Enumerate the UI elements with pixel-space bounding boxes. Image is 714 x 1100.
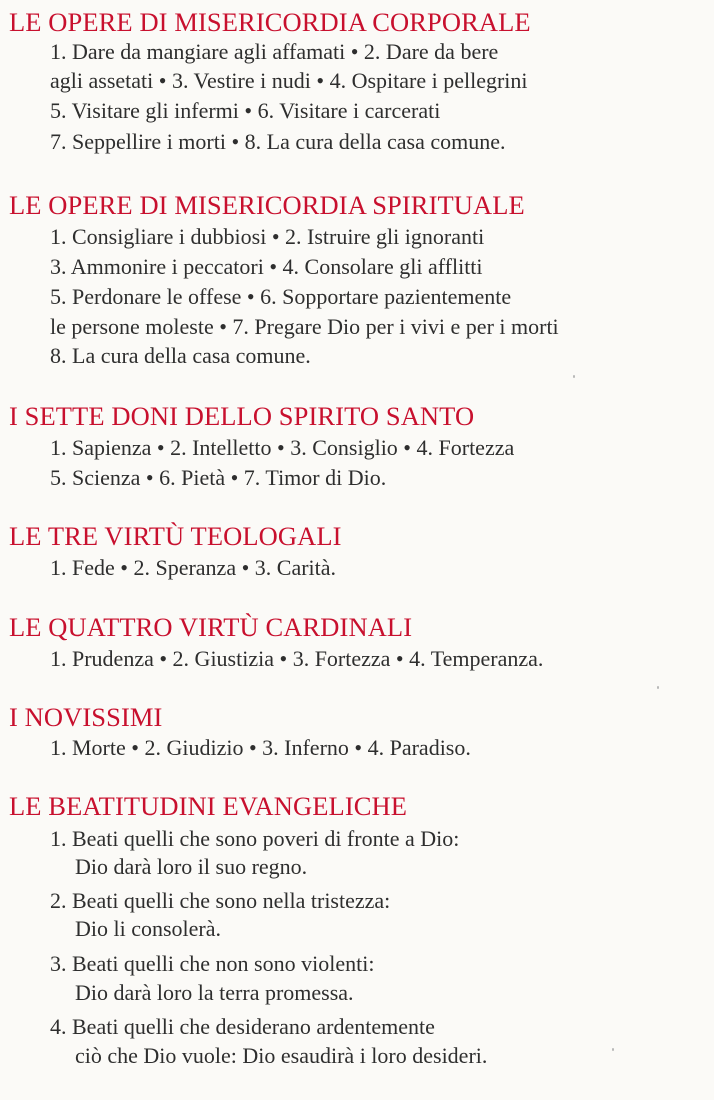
list-line: 1. Morte • 2. Giudizio • 3. Inferno • 4. Paradiso. xyxy=(50,735,471,760)
scan-speck xyxy=(657,686,659,689)
list-line: 4. Beati quelli che desiderano ardentemente xyxy=(50,1014,435,1039)
scan-speck xyxy=(612,1048,614,1051)
list-line: ciò che Dio vuole: Dio esaudirà i loro desideri. xyxy=(75,1043,488,1068)
list-line: 3. Ammonire i peccatori • 4. Consolare gli afflitti xyxy=(50,254,483,279)
list-line: le persone moleste • 7. Pregare Dio per i vivi e per i morti xyxy=(50,314,559,339)
list-line: 1. Dare da mangiare agli affamati • 2. Dare da bere xyxy=(50,39,499,64)
list-line: Dio darà loro la terra promessa. xyxy=(75,980,354,1005)
section-heading: I NOVISSIMI xyxy=(9,702,163,732)
list-line: 1. Fede • 2. Speranza • 3. Carità. xyxy=(50,555,337,580)
list-line: Dio darà loro il suo regno. xyxy=(75,854,308,879)
list-line: 2. Beati quelli che sono nella tristezza: xyxy=(50,888,391,913)
list-line: 5. Visitare gli infermi • 6. Visitare i carcerati xyxy=(50,98,441,123)
section-heading: LE OPERE DI MISERICORDIA CORPORALE xyxy=(9,7,531,37)
list-line: 3. Beati quelli che non sono violenti: xyxy=(50,951,375,976)
scan-speck xyxy=(573,375,575,378)
list-line: agli assetati • 3. Vestire i nudi • 4. Ospitare i pellegrini xyxy=(50,68,528,93)
list-line: Dio li consolerà. xyxy=(75,916,222,941)
list-line: 1. Prudenza • 2. Giustizia • 3. Fortezza • 4. Temperanza. xyxy=(50,646,544,671)
list-line: 1. Beati quelli che sono poveri di fronte a Dio: xyxy=(50,826,460,851)
list-line: 1. Consigliare i dubbiosi • 2. Istruire gli ignoranti xyxy=(50,224,485,249)
section-heading: LE OPERE DI MISERICORDIA SPIRITUALE xyxy=(9,190,525,220)
section-heading: LE TRE VIRTÙ TEOLOGALI xyxy=(9,521,342,551)
list-line: 1. Sapienza • 2. Intelletto • 3. Consiglio • 4. Fortezza xyxy=(50,435,515,460)
list-line: 5. Scienza • 6. Pietà • 7. Timor di Dio. xyxy=(50,465,387,490)
section-heading: LE QUATTRO VIRTÙ CARDINALI xyxy=(9,612,413,642)
list-line: 7. Seppellire i morti • 8. La cura della casa comune. xyxy=(50,129,506,154)
section-heading: I SETTE DONI DELLO SPIRITO SANTO xyxy=(9,401,475,431)
list-line: 8. La cura della casa comune. xyxy=(50,343,311,368)
list-line: 5. Perdonare le offese • 6. Sopportare pazientemente xyxy=(50,284,512,309)
section-heading: LE BEATITUDINI EVANGELICHE xyxy=(9,791,408,821)
